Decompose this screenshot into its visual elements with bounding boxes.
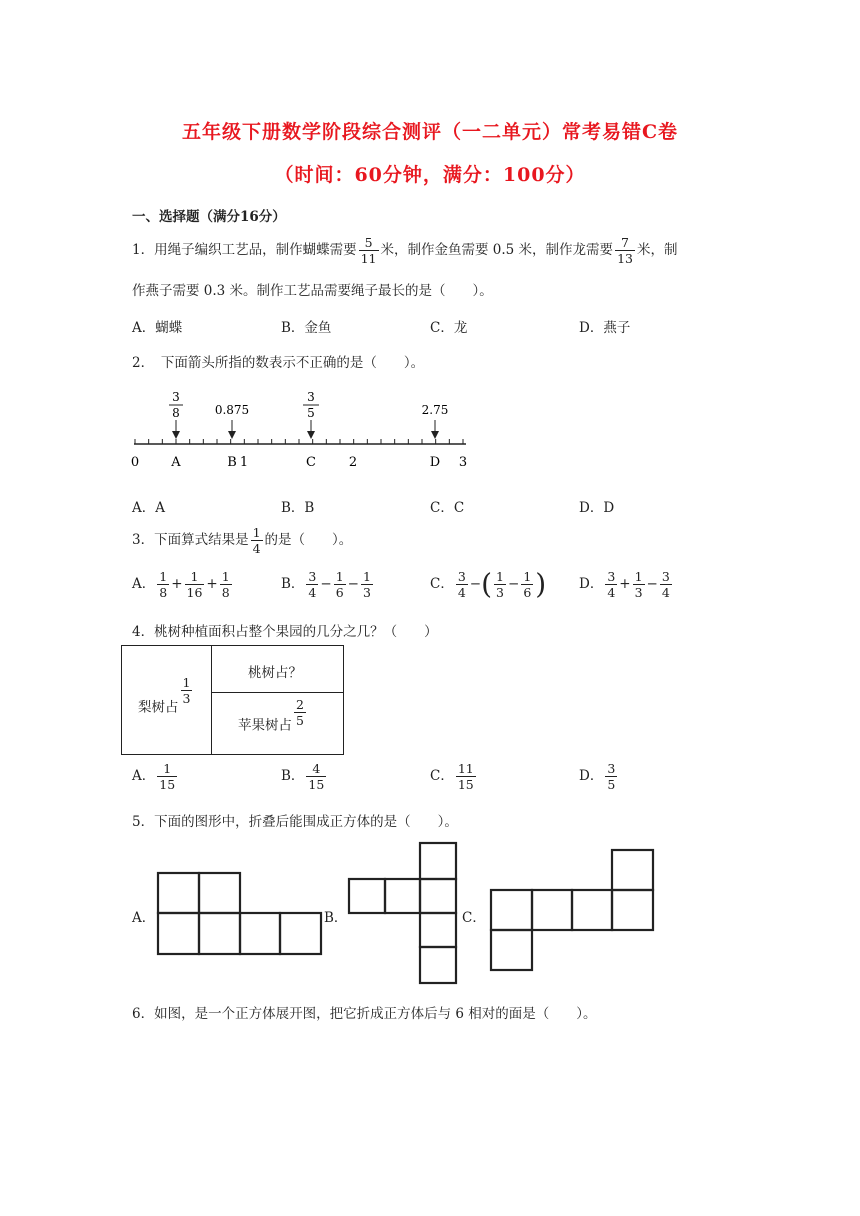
- pear-region-label: 梨树占 $\frac{1}{3}$: [138, 675, 191, 716]
- q5-option-b-label[interactable]: B．: [324, 910, 348, 926]
- question-3-text: 3．下面算式结果是 $\frac{1}{4}$ 的是（ ）。: [132, 525, 353, 557]
- tick-label-1: 1: [239, 455, 249, 470]
- point-label-c: C: [306, 455, 316, 470]
- label-b-value: 0.875: [214, 403, 250, 417]
- q1-option-c[interactable]: C．龙: [430, 320, 468, 336]
- page-title: 五年级下册数学阶段综合测评（一二单元）常考易错C卷: [181, 121, 679, 143]
- page-subtitle: （时间：60分钟，满分：100分）: [274, 164, 586, 186]
- apple-region-label: 苹果树占 $\frac{2}{5}$: [238, 697, 304, 734]
- point-label-b: B: [227, 455, 237, 470]
- question-1-line-2: 作燕子需要 0.3 米。制作工艺品需要绳子最长的是（ ）。: [132, 283, 493, 299]
- tick-label-3: 3: [458, 455, 468, 470]
- tick-label-0: 0: [130, 455, 140, 470]
- q2-option-b[interactable]: B．B: [281, 500, 315, 516]
- q2-option-c[interactable]: C．C: [430, 500, 465, 516]
- q4-option-a[interactable]: A． $\frac{1}{15}$: [132, 761, 176, 793]
- question-2-text: 2． 下面箭头所指的数表示不正确的是（ ）。: [132, 355, 425, 371]
- tick-label-2: 2: [348, 455, 358, 470]
- q4-option-c[interactable]: C． $\frac{11}{15}$: [430, 761, 474, 793]
- q2-option-d[interactable]: D．D: [579, 500, 615, 516]
- fraction-7-13: $\frac{7}{13}$: [617, 235, 633, 267]
- q4-option-d[interactable]: D． $\frac{3}{5}$: [579, 761, 616, 793]
- section-heading: 一、选择题（满分16分）: [132, 209, 286, 225]
- question-5-text: 5．下面的图形中，折叠后能围成正方体的是（ ）。: [132, 814, 458, 830]
- question-4-text: 4．桃树种植面积占整个果园的几分之几？（ ）: [132, 624, 438, 640]
- q1-option-b[interactable]: B．金鱼: [281, 320, 332, 336]
- question-6-text: 6．如图，是一个正方体展开图，把它折成正方体后与 6 相对的面是（ ）。: [132, 1006, 597, 1022]
- label-d-value: 2.75: [421, 403, 449, 417]
- cube-net-b: [349, 843, 456, 983]
- point-label-d: D: [429, 455, 441, 470]
- question-1-line-1: 1．用绳子编织工艺品，制作蝴蝶需要 $\frac{5}{11}$ 米，制作金鱼需要 0.5 米，制作龙需要 $\frac{7}{13}$ 米，制: [132, 235, 678, 267]
- q5-option-a-label[interactable]: A．: [132, 910, 156, 926]
- point-label-a: A: [171, 455, 181, 470]
- q3-option-a[interactable]: A． $\frac{1}{8}$ + $\frac{1}{16}$ + $\frac{1}{8}$: [132, 569, 230, 601]
- cube-net-a: [158, 873, 321, 954]
- q5-option-c-label[interactable]: C．: [462, 910, 486, 926]
- q4-option-b[interactable]: B． $\frac{4}{15}$: [281, 761, 325, 793]
- label-c-denominator: 5: [307, 406, 315, 420]
- q2-option-a[interactable]: A．A: [132, 500, 165, 516]
- peach-region-label: 桃树占？: [248, 665, 302, 681]
- label-c-numerator: 3: [307, 390, 315, 404]
- label-a-numerator: 3: [172, 390, 180, 404]
- q1-option-d[interactable]: D．燕子: [579, 320, 631, 336]
- q3-option-b[interactable]: B． $\frac{3}{4}$ − $\frac{1}{6}$ − $\frac{1}{3}$: [281, 569, 371, 601]
- label-a-denominator: 8: [172, 406, 180, 420]
- fraction-1-4: $\frac{1}{4}$: [252, 525, 261, 557]
- q3-option-c[interactable]: C． $\frac{3}{4}$ −( $\frac{1}{3}$ − $\frac{1}{6}$ ): [430, 567, 547, 601]
- q1-option-a[interactable]: A．蝴蝶: [132, 320, 183, 336]
- q3-option-d[interactable]: D． $\frac{3}{4}$ + $\frac{1}{3}$ − $\frac{3}{4}$: [579, 569, 670, 601]
- cube-net-c: [491, 850, 653, 970]
- fraction-5-11: $\frac{5}{11}$: [360, 235, 377, 267]
